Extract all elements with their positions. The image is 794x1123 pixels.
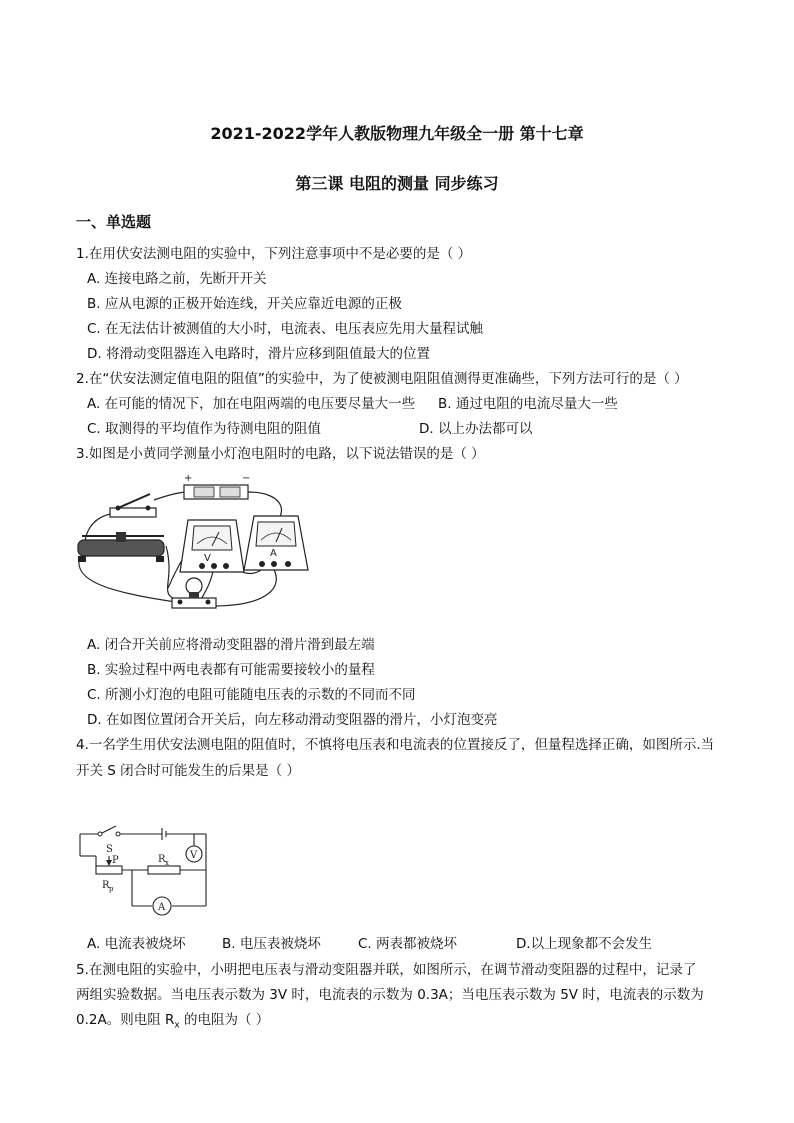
slider-label: P [112,855,119,866]
q4-voltmeter-label: V [190,850,198,861]
battery-icon [184,473,250,499]
switch-label: S [106,844,113,855]
question-2-option-c: C. 取测得的平均值作为待测电阻的阻值 [87,421,322,437]
question-5-stem-line-3-post: 的电阻为（ ） [179,1012,270,1028]
question-4-stem-line-2: 开关 S 闭合时可能发生的后果是（ ） [76,763,300,779]
question-2-option-d: D. 以上办法都可以 [419,421,533,437]
resistor-subscript: x [165,859,169,867]
question-3-option-d: D. 在如图位置闭合开关后，向左移动滑动变阻器的滑片，小灯泡变亮 [87,712,498,728]
document-subtitle: 第三课 电阻的测量 同步练习 [295,174,499,193]
question-1-stem: 1.在用伏安法测电阻的实验中，下列注意事项中不是必要的是（ ） [76,246,472,262]
question-4-option-c: C. 两表都被烧坏 [358,936,458,952]
question-2-option-b: B. 通过电阻的电流尽量大一些 [438,396,618,412]
question-3-option-c: C. 所测小灯泡的电阻可能随电压表的示数的不同而不同 [87,687,416,703]
question-5-stem-line-2: 两组实验数据。当电压表示数为 3V 时，电流表的示数为 0.3A；当电压表示数为 5V 时，电流表的示数为 [76,987,704,1003]
question-5-rx-subscript: x [174,1020,180,1031]
rheostat-icon [78,532,164,562]
question-3-stem: 3.如图是小黄同学测量小灯泡电阻时的电路，以下说法错误的是（ ） [76,446,485,462]
ammeter-icon [244,516,308,570]
voltmeter-icon [180,520,244,572]
question-4-option-d: D.以上现象都不会发生 [516,936,653,952]
q4-ammeter-label: A [158,902,166,913]
question-4-circuit-diagram [76,822,216,922]
voltmeter-label: V [204,553,211,564]
question-3-option-a: A. 闭合开关前应将滑动变阻器的滑片滑到最左端 [87,637,375,653]
rheostat-label: R [102,880,110,891]
question-2-option-a: A. 在可能的情况下，加在电阻两端的电压要尽量大一些 [87,396,416,412]
question-1-option-c: C. 在无法估计被测值的大小时，电流表、电压表应先用大量程试触 [87,321,484,337]
question-2-stem: 2.在“伏安法测定值电阻的阻值”的实验中，为了使被测电阻阻值测得更准确些，下列方法可行的是（ ） [76,371,688,387]
knife-switch-icon [110,494,156,517]
question-1-option-a: A. 连接电路之前，先断开开关 [87,271,267,287]
question-4-option-a: A. 电流表被烧坏 [87,936,186,952]
question-3-option-b: B. 实验过程中两电表都有可能需要接较小的量程 [87,662,375,678]
ammeter-label: A [270,548,277,559]
question-4-option-b: B. 电压表被烧坏 [222,936,321,952]
question-5-stem-line-3-pre: 0.2A。则电阻 R [76,1012,175,1028]
document-title: 2021-2022学年人教版物理九年级全一册 第十七章 [210,124,584,143]
battery-minus-label: − [242,473,251,484]
question-4-stem-line-1: 4.一名学生用伏安法测电阻的阻值时，不慎将电压表和电流表的位置接反了，但量程选择正确，如图所示.当 [76,737,715,753]
question-5-stem-line-3 [76,1011,269,1035]
section-heading: 一、单选题 [76,213,152,231]
rheostat-subscript: p [109,885,114,893]
question-3-circuit-figure [76,470,316,618]
battery-plus-label: + [184,473,193,484]
question-1-option-b: B. 应从电源的正极开始连线，开关应靠近电源的正极 [87,296,402,312]
resistor-label: R [158,854,166,865]
question-1-option-d: D. 将滑动变阻器连入电路时，滑片应移到阻值最大的位置 [87,346,430,362]
question-5-stem-line-1: 5.在测电阻的实验中，小明把电压表与滑动变阻器并联，如图所示，在调节滑动变阻器的过程中，记录了 [76,962,697,978]
